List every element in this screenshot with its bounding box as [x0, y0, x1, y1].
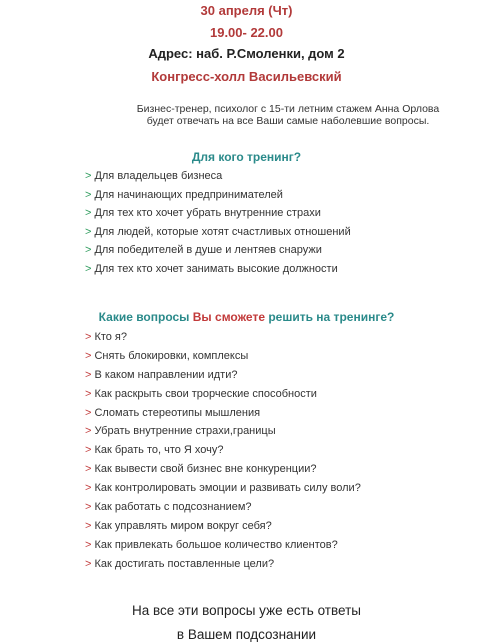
questions-heading — [0, 310, 493, 324]
bullet-arrow-icon: > — [85, 538, 92, 551]
audience-list — [85, 167, 351, 279]
question-item-label: Как вывести свой бизнес вне конкуренции? — [94, 463, 317, 476]
bullet-arrow-icon: > — [85, 406, 92, 419]
questions-heading-part1: Какие вопросы — [98, 310, 193, 324]
question-item — [85, 460, 361, 479]
event-time: 19.00- 22.00 — [209, 25, 283, 40]
bullet-arrow-icon: > — [85, 557, 92, 570]
audience-item-label: Для начинающих предпринимателей — [94, 188, 283, 201]
bullet-arrow-icon: > — [85, 170, 92, 182]
bullet-arrow-icon: > — [85, 425, 92, 438]
audience-heading: Для кого тренинг? — [191, 150, 302, 164]
audience-item-label: Для владельцев бизнеса — [94, 170, 223, 182]
question-item-label: Как работать с подсознанием? — [94, 501, 252, 514]
question-item — [85, 366, 361, 385]
question-item-label: В каком направлении идти? — [94, 368, 238, 381]
question-item-label: Как раскрыть свои трорческие способности — [94, 387, 317, 400]
question-item — [85, 385, 361, 404]
bullet-arrow-icon: > — [85, 482, 92, 495]
outro-line-1: На все эти вопросы уже есть ответы — [132, 603, 361, 618]
event-address: Адрес: наб. Р.Смоленки, дом 2 — [148, 46, 345, 61]
audience-item — [85, 167, 351, 186]
question-item — [85, 328, 361, 347]
audience-item — [85, 241, 351, 260]
bullet-arrow-icon: > — [85, 444, 92, 457]
bullet-arrow-icon: > — [85, 519, 92, 532]
question-item — [85, 479, 361, 498]
bullet-arrow-icon: > — [85, 349, 92, 362]
question-item — [85, 517, 361, 536]
question-item-label: Как контролировать эмоции и развивать силу воли? — [94, 482, 361, 495]
audience-item — [85, 204, 351, 223]
event-date: 30 апреля (Чт) — [200, 3, 293, 18]
question-item — [85, 555, 361, 574]
questions-list — [85, 328, 361, 574]
intro-text: Бизнес-тренер, психолог с 15-ти летним стажем Анна Орлова будет отвечать на все Ваши самые наболевшие вопросы. — [136, 103, 440, 127]
bullet-arrow-icon: > — [85, 244, 92, 257]
questions-heading-part3: решить на тренинге? — [265, 310, 395, 324]
bullet-arrow-icon: > — [85, 207, 92, 220]
question-item-label: Как управлять миром вокруг себя? — [94, 519, 272, 532]
audience-item — [85, 186, 351, 205]
audience-item-label: Для тех кто хочет занимать высокие должности — [94, 262, 338, 275]
audience-item — [85, 223, 351, 242]
question-item-label: Убрать внутренние страхи,границы — [94, 425, 276, 438]
event-venue: Конгресс-холл Васильевский — [151, 69, 342, 84]
question-item — [85, 498, 361, 517]
question-item-label: Снять блокировки, комплексы — [94, 349, 249, 362]
question-item — [85, 422, 361, 441]
audience-item-label: Для победителей в душе и лентяев снаружи — [94, 244, 322, 257]
bullet-arrow-icon: > — [85, 368, 92, 381]
question-item-label: Как брать то, что Я хочу? — [94, 444, 224, 457]
question-item — [85, 404, 361, 423]
question-item-label: Как достигать поставленные цели? — [94, 557, 275, 570]
question-item — [85, 536, 361, 555]
bullet-arrow-icon: > — [85, 262, 92, 275]
questions-heading-part2: Вы сможете — [192, 310, 265, 324]
audience-item-label: Для людей, которые хотят счастливых отношений — [94, 225, 351, 238]
outro-line-2: в Вашем подсознании — [176, 627, 317, 642]
question-item-label: Сломать стереотипы мышления — [94, 406, 261, 419]
bullet-arrow-icon: > — [85, 501, 92, 514]
question-item-label: Кто я? — [94, 331, 128, 343]
audience-item — [85, 260, 351, 279]
bullet-arrow-icon: > — [85, 188, 92, 201]
audience-item-label: Для тех кто хочет убрать внутренние страхи — [94, 207, 321, 220]
bullet-arrow-icon: > — [85, 225, 92, 238]
question-item-label: Как привлекать большое количество клиентов? — [94, 538, 338, 551]
bullet-arrow-icon: > — [85, 387, 92, 400]
bullet-arrow-icon: > — [85, 331, 92, 343]
bullet-arrow-icon: > — [85, 463, 92, 476]
question-item — [85, 347, 361, 366]
question-item — [85, 441, 361, 460]
